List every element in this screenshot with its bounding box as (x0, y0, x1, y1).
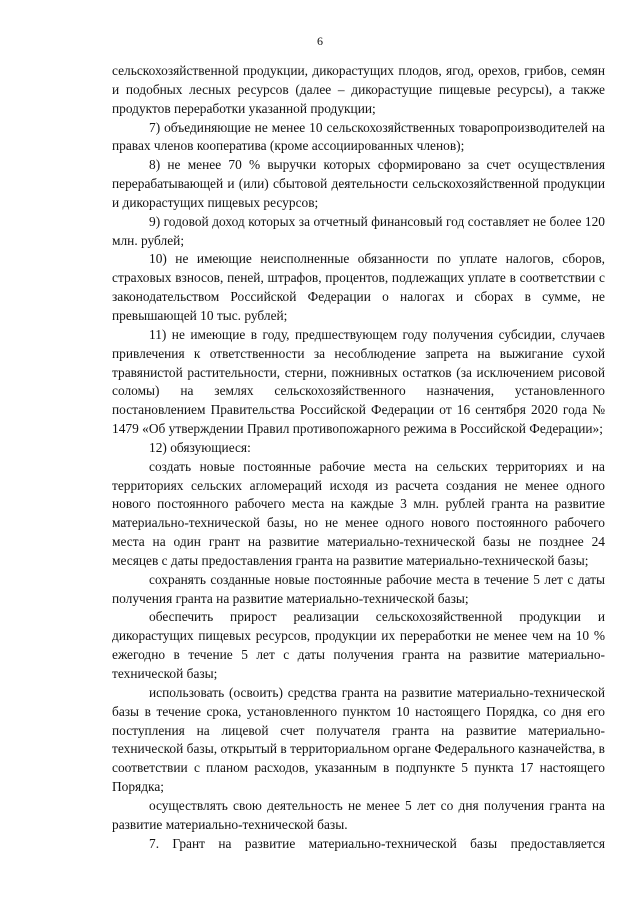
paragraph-obligation-keep-jobs: сохранять созданные новые постоянные рабочие места в течение 5 лет с даты получения гранта на развитие материально-технической базы; (112, 571, 605, 606)
paragraph-obligation-create-jobs: создать новые постоянные рабочие места на сельских территориях и на территориях сельских агломераций исходя из расчета создания не менее одного нового постоянного рабочего места на каждые 3 млн. рублей гранта на развитие материально-технической базы, но не менее одного нового постоянного рабочего места на один грант на развитие материально-технической базы не позднее 24 месяцев с даты предоставления гранта на развитие материально-технической базы; (112, 458, 605, 568)
paragraph-item-8: 8) не менее 70 % выручки которых сформировано за счет осуществления перерабатывающей и (или) сбытовой деятельности сельскохозяйственной продукции и дикорастущих пищевых ресурсов; (112, 157, 605, 210)
paragraph-obligation-use-funds: использовать (освоить) средства гранта на развитие материально-технической базы в течение срока, установленного пунктом 10 настоящего Порядка, со дня его поступления на лицевой счет получателя гранта на развитие материально-технической базы, открытый в территориальном органе Федерального казначейства, в соответствии с планом расходов, указанным в подпункте 5 пункта 17 настоящего Порядка; (112, 684, 605, 795)
page-number: 6 (317, 34, 323, 48)
document-body (112, 62, 605, 853)
paragraph-obligation-operate: осуществлять свою деятельность не менее 5 лет со дня получения гранта на развитие материально-технической базы. (112, 797, 605, 832)
paragraph-item-10: 10) не имеющие неисполненные обязанности по уплате налогов, сборов, страховых взносов, пеней, штрафов, процентов, подлежащих уплате в соответствии с законодательством Российской Федерации о налогах и сборах в сумме, не превышающей 10 тыс. рублей; (112, 251, 605, 323)
paragraph-section-7: 7. Грант на развитие материально-технической базы предоставляется (149, 835, 605, 851)
paragraph-item-9: 9) годовой доход которых за отчетный финансовый год составляет не более 120 млн. рублей; (112, 213, 605, 248)
paragraph-item-11: 11) не имеющие в году, предшествующем году получения субсидии, случаев привлечения к ответственности за несоблюдение запрета на выжигание сухой травянистой растительности, стерни, пожнивных остатков (за исключением рисовой соломы) на землях сельскохозяйственного назначения, установленного постановлением Правительства Российской Федерации от 16 сентября 2020 года № 1479 «Об утверждении Правил противопожарного режима в Российской Федерации»; (112, 326, 605, 437)
paragraph-item-7: 7) объединяющие не менее 10 сельскохозяйственных товаропроизводителей на правах членов кооператива (кроме ассоциированных членов); (112, 119, 605, 154)
paragraph-continuation: сельскохозяйственной продукции, дикорастущих плодов, ягод, орехов, грибов, семян и подобных лесных ресурсов (далее – дикорастущие пищевые ресурсы), а также продуктов переработки указанной продукции; (112, 63, 605, 116)
paragraph-item-12: 12) обязующиеся: (149, 439, 251, 455)
paragraph-obligation-sales-growth: обеспечить прирост реализации сельскохозяйственной продукции и дикорастущих пищевых ресурсов, продукции их переработки не менее чем на 10 % ежегодно в течение 5 лет с даты получения гранта на развитие материально-технической базы; (112, 609, 605, 681)
